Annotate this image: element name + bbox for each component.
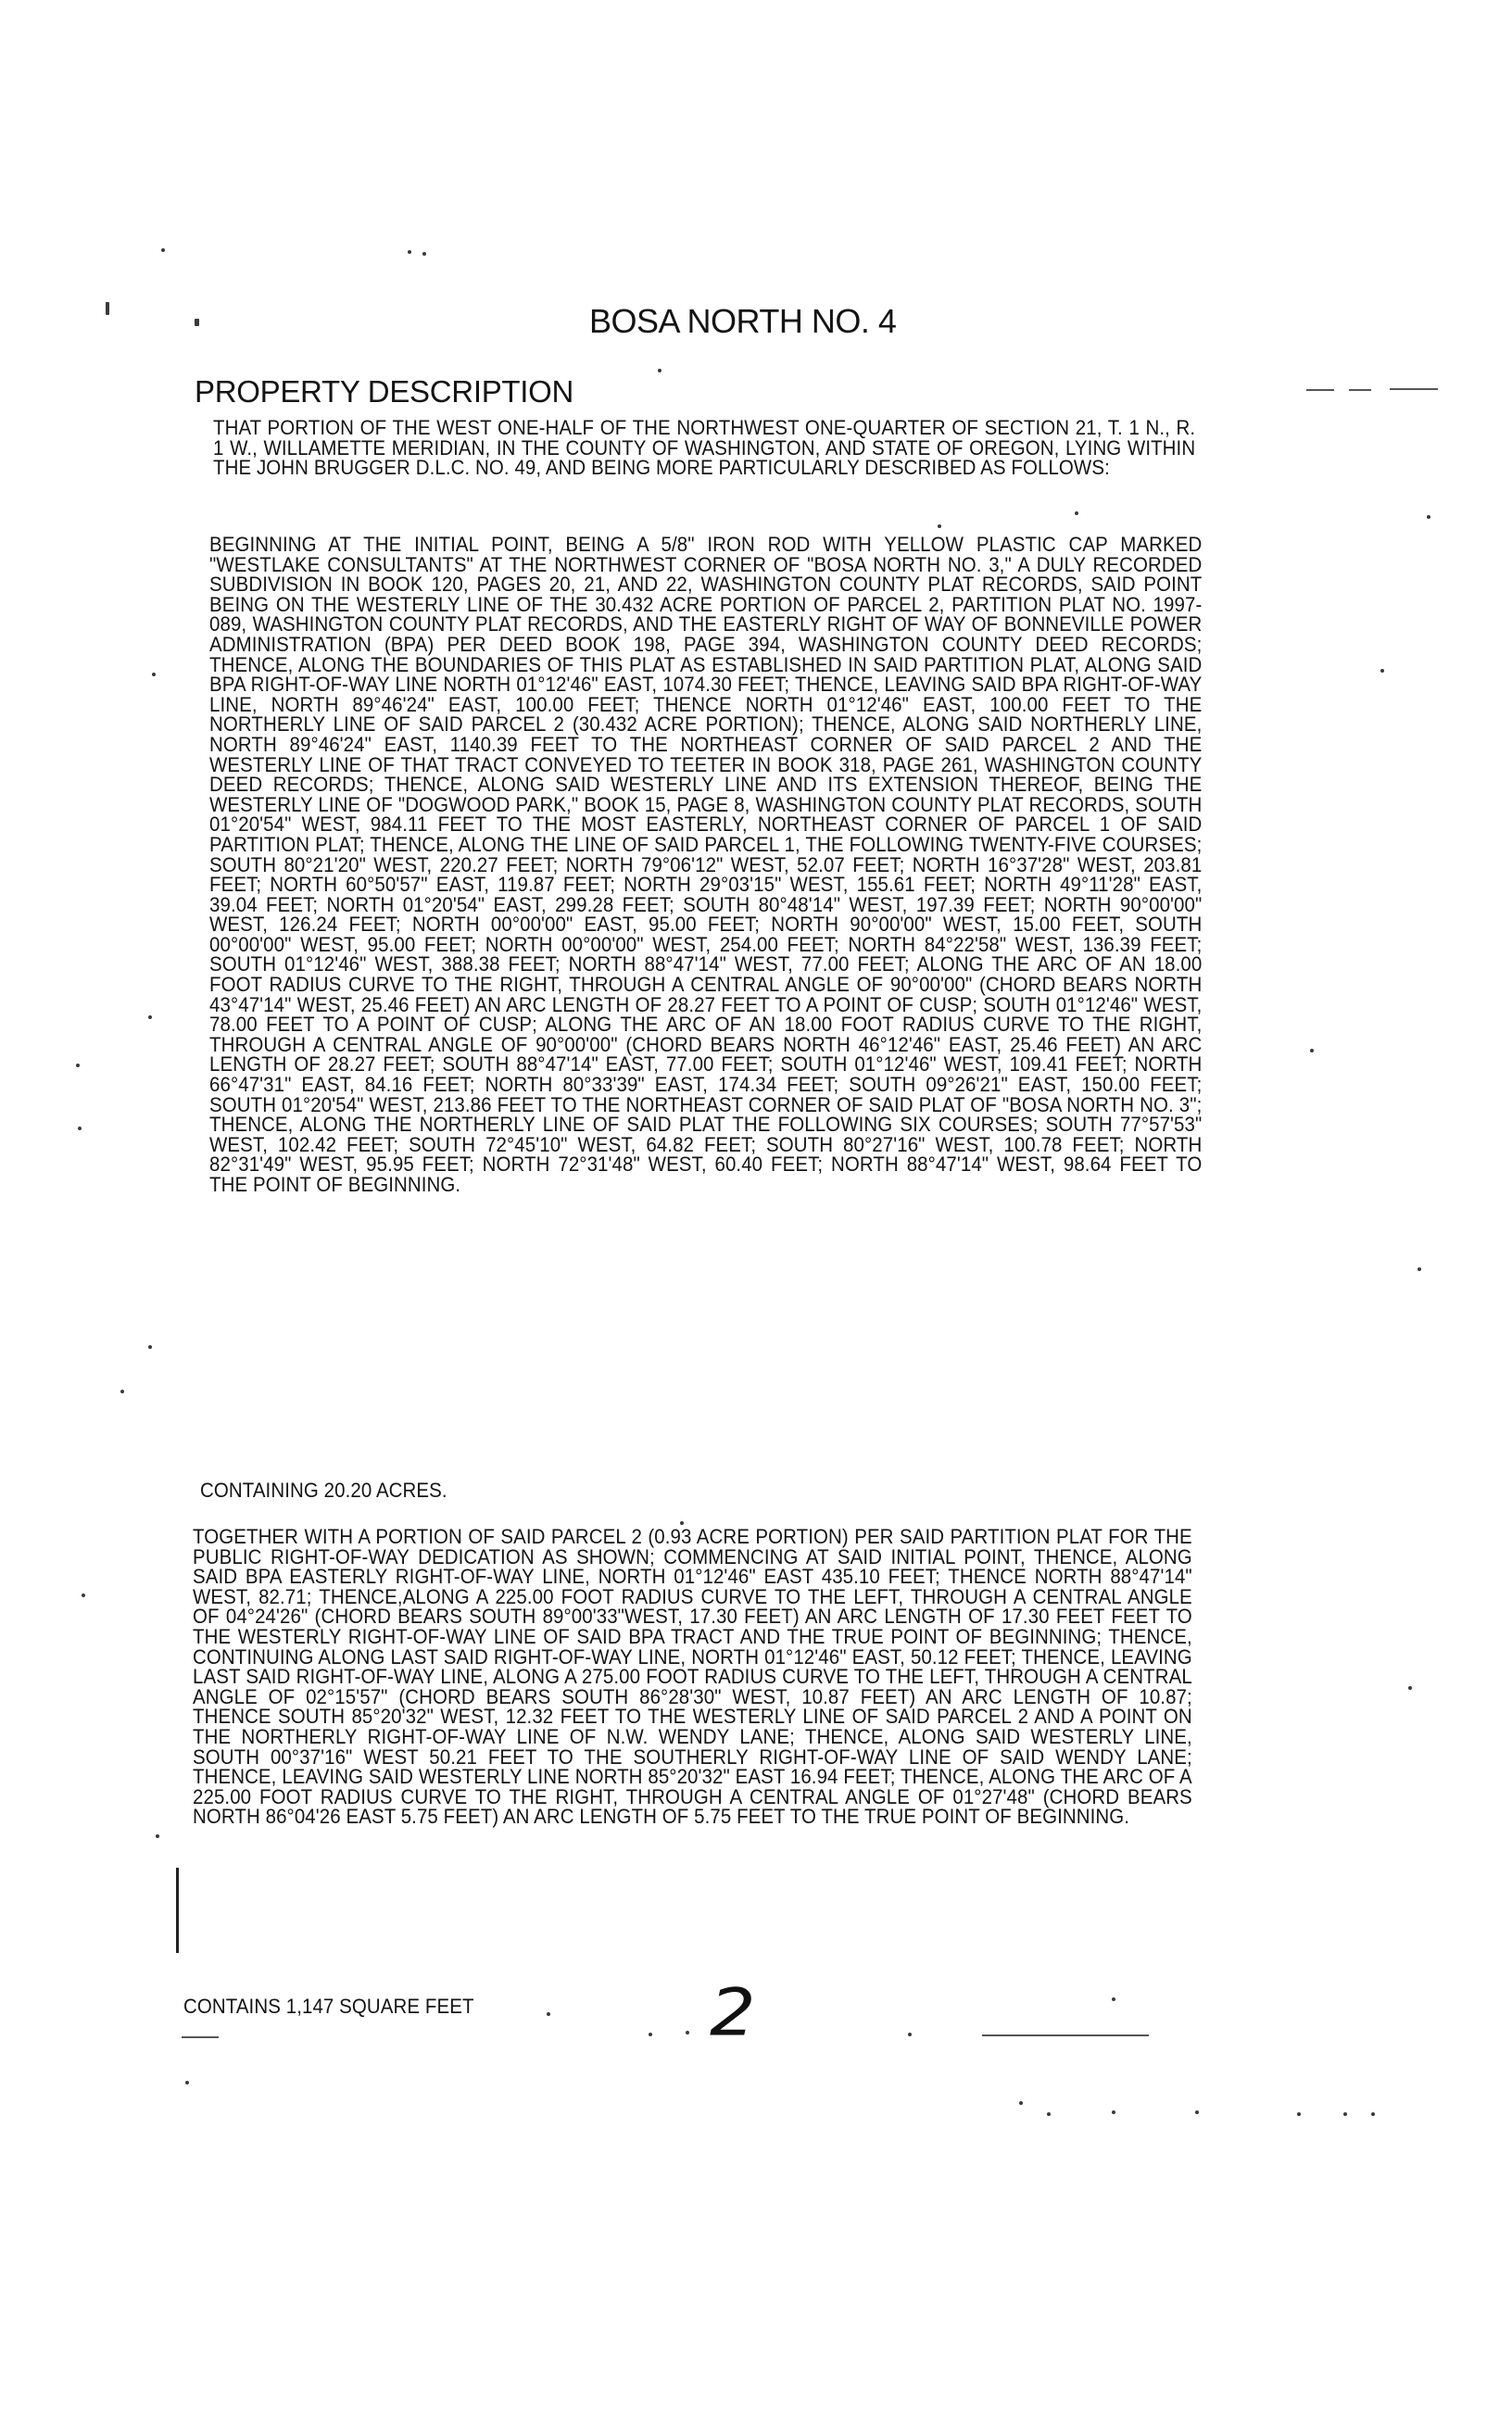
scan-dash [182, 2036, 219, 2038]
scan-dash [1306, 389, 1334, 391]
legal-description-paragraph: BEGINNING AT THE INITIAL POINT, BEING A 5/8" IRON ROD WITH YELLOW PLASTIC CAP MARKED "WESTLAKE CONSULTANTS" AT THE NORTHWEST CORNER OF "BOSA NORTH NO. 3," A DULY RECORDED SUBDIVISION IN BOOK 120, PAGES 20, 21, AND 22, WASHINGTON COUNTY PLAT RECORDS, SAID POINT BEING ON THE WESTERLY LINE OF THE 30.432 ACRE PORTION OF PARCEL 2, PARTITION PLAT NO. 1997-089, WASHINGTON COUNTY PLAT RECORDS, AND THE EASTERLY RIGHT OF WAY OF BONNEVILLE POWER ADMINISTRATION (BPA) PER DEED BOOK 198, PAGE 394, WASHINGTON COUNTY DEED RECORDS; THENCE, ALONG THE BOUNDARIES OF THIS PLAT AS ESTABLISHED IN SAID PARTITION PLAT, ALONG SAID BPA RIGHT-OF-WAY LINE NORTH 01°12'46" EAST, 1074.30 FEET; THENCE, LEAVING SAID BPA RIGHT-OF-WAY LINE, NORTH 89°46'24" EAST, 100.00 FEET; THENCE NORTH 01°12'46" EAST, 100.00 FEET TO THE NORTHERLY LINE OF SAID PARCEL 2 (30.432 ACRE PORTION); THENCE, ALONG SAID NORTHERLY LINE, NORTH 89°46'24" EAST, 1140.39 FEET TO THE NORTHEAST CORNER OF SAID PARCEL 2 AND THE WESTERLY LINE OF THAT TRACT CONVEYED TO TEETER IN BOOK 318, PAGE 261, WASHINGTON COUNTY DEED RECORDS; THENCE, ALONG SAID WESTERLY LINE AND ITS EXTENSION THEREOF, BEING THE WESTERLY LINE OF "DOGWOOD PARK," BOOK 15, PAGE 8, WASHINGTON COUNTY PLAT RECORDS, SOUTH 01°20'54" WEST, 984.11 FEET TO THE MOST EASTERLY, NORTHEAST CORNER OF PARCEL 1 OF SAID PARTITION PLAT; THENCE, ALONG THE LINE OF SAID PARCEL 1, THE FOLLOWING TWENTY-FIVE COURSES; SOUTH 80°21'20" WEST, 220.27 FEET; NORTH 79°06'12" WEST, 52.07 FEET; NORTH 16°37'28" WEST, 203.81 FEET; NORTH 60°50'57" EAST, 119.87 FEET; NORTH 29°03'15" WEST, 155.61 FEET; NORTH 49°11'28" EAST, 39.04 FEET; NORTH 01°20'54" EAST, 299.28 FEET; SOUTH 80°48'14" WEST, 197.39 FEET; NORTH 90°00'00" WEST, 126.24 FEET; NORTH 00°00'00" EAST, 95.00 FEET; NORTH 90°00'00" WEST, 15.00 FEET, SOUTH 00°00'00" WEST, 95.00 FEET; NORTH 00°00'00" WEST, 254.00 FEET; NORTH 84°22'58" WEST, 136.39 FEET; SOUTH 01°12'46" WEST, 388.38 FEET; NORTH 88°47'14" WEST, 77.00 FEET; ALONG THE ARC OF AN 18.00 FOOT RADIUS CURVE TO THE RIGHT, THROUGH A CENTRAL ANGLE OF 90°00'00" (CHORD BEARS NORTH 43°47'14" WEST, 25.46 FEET) AN ARC LENGTH OF 28.27 FEET TO A POINT OF CUSP; SOUTH 01°12'46" WEST, 78.00 FEET TO A POINT OF CUSP; ALONG THE ARC OF AN 18.00 FOOT RADIUS CURVE TO THE RIGHT, THROUGH A CENTRAL ANGLE OF 90°00'00" (CHORD BEARS NORTH 46°12'46" EAST, 25.46 FEET) AN ARC LENGTH OF 28.27 FEET; SOUTH 88°47'14" EAST, 77.00 FEET; SOUTH 01°12'46" WEST, 109.41 FEET; NORTH 66°47'31" EAST, 84.16 FEET; NORTH 80°33'39" EAST, 174.34 FEET; SOUTH 09°26'21" EAST, 150.00 FEET; SOUTH 01°20'54" WEST, 213.86 FEET TO THE NORTHEAST CORNER OF SAID PLAT OF "BOSA NORTH NO. 3"; THENCE, ALONG THE NORTHERLY LINE OF SAID PLAT THE FOLLOWING SIX COURSES; SOUTH 77°57'53" WEST, 102.42 FEET; SOUTH 72°45'10" WEST, 64.82 FEET; SOUTH 80°27'16" WEST, 100.78 FEET; NORTH 82°31'49" WEST, 95.95 FEET; NORTH 72°31'48" WEST, 60.40 FEET; NORTH 88°47'14" WEST, 98.64 FEET TO THE POINT OF BEGINNING. [209, 533, 1203, 1196]
handwritten-page-number: 2 [710, 1975, 756, 2051]
section-heading: PROPERTY DESCRIPTION [195, 374, 574, 409]
document-title: BOSA NORTH NO. 4 [589, 302, 897, 340]
scan-dash [1349, 389, 1371, 391]
square-feet-statement: CONTAINS 1,147 SQUARE FEET [183, 1995, 474, 2018]
scan-dash [982, 2034, 1149, 2036]
scan-dash [1390, 388, 1438, 390]
margin-bar [176, 1868, 179, 1953]
dedication-paragraph: TOGETHER WITH A PORTION OF SAID PARCEL 2 (0.93 ACRE PORTION) PER SAID PARTITION PLAT FOR THE PUBLIC RIGHT-OF-WAY DEDICATION AS SHOWN; COMMENCING AT SAID INITIAL POINT, THENCE, ALONG SAID BPA EASTERLY RIGHT-OF-WAY LINE, NORTH 01°12'46" EAST 435.10 FEET; THENCE NORTH 88°47'14" WEST, 82.71; THENCE,ALONG A 225.00 FOOT RADIUS CURVE TO THE LEFT, THROUGH A CENTRAL ANGLE OF 04°24'26" (CHORD BEARS SOUTH 89°00'33"WEST, 17.30 FEET) AN ARC LENGTH OF 17.30 FEET FEET TO THE WESTERLY RIGHT-OF-WAY LINE OF SAID BPA TRACT AND THE TRUE POINT OF BEGINNING; THENCE, CONTINUING ALONG LAST SAID RIGHT-OF-WAY LINE, NORTH 01°12'46" EAST, 50.12 FEET; THENCE, LEAVING LAST SAID RIGHT-OF-WAY LINE, ALONG A 275.00 FOOT RADIUS CURVE TO THE LEFT, THROUGH A CENTRAL ANGLE OF 02°15'57" (CHORD BEARS SOUTH 86°28'30" WEST, 10.87 FEET) AN ARC LENGTH OF 10.87; THENCE SOUTH 85°20'32" WEST, 12.32 FEET TO THE WESTERLY LINE OF SAID PARCEL 2 AND A POINT ON THE NORTHERLY RIGHT-OF-WAY LINE OF N.W. WENDY LANE; THENCE, ALONG SAID WESTERLY LINE, SOUTH 00°37'16" WEST 50.21 FEET TO THE SOUTHERLY RIGHT-OF-WAY LINE OF SAID WENDY LANE; THENCE, LEAVING SAID WESTERLY LINE NORTH 85°20'32" EAST 16.94 FEET; THENCE, ALONG THE ARC OF A 225.00 FOOT RADIUS CURVE TO THE RIGHT, THROUGH A CENTRAL ANGLE OF 01°27'48" (CHORD BEARS NORTH 86°04'26 EAST 5.75 FEET) AN ARC LENGTH OF 5.75 FEET TO THE TRUE POINT OF BEGINNING. [193, 1525, 1192, 1829]
acreage-statement: CONTAINING 20.20 ACRES. [200, 1479, 447, 1502]
intro-paragraph: THAT PORTION OF THE WEST ONE-HALF OF THE NORTHWEST ONE-QUARTER OF SECTION 21, T. 1 N., R. 1 W., WILLAMETTE MERIDIAN, IN THE COUNTY OF WASHINGTON, AND STATE OF OREGON, LYING WITHIN THE JOHN BRUGGER D.L.C. NO. 49, AND BEING MORE PARTICULARLY DESCRIBED AS FOLLOWS: [213, 416, 1196, 480]
